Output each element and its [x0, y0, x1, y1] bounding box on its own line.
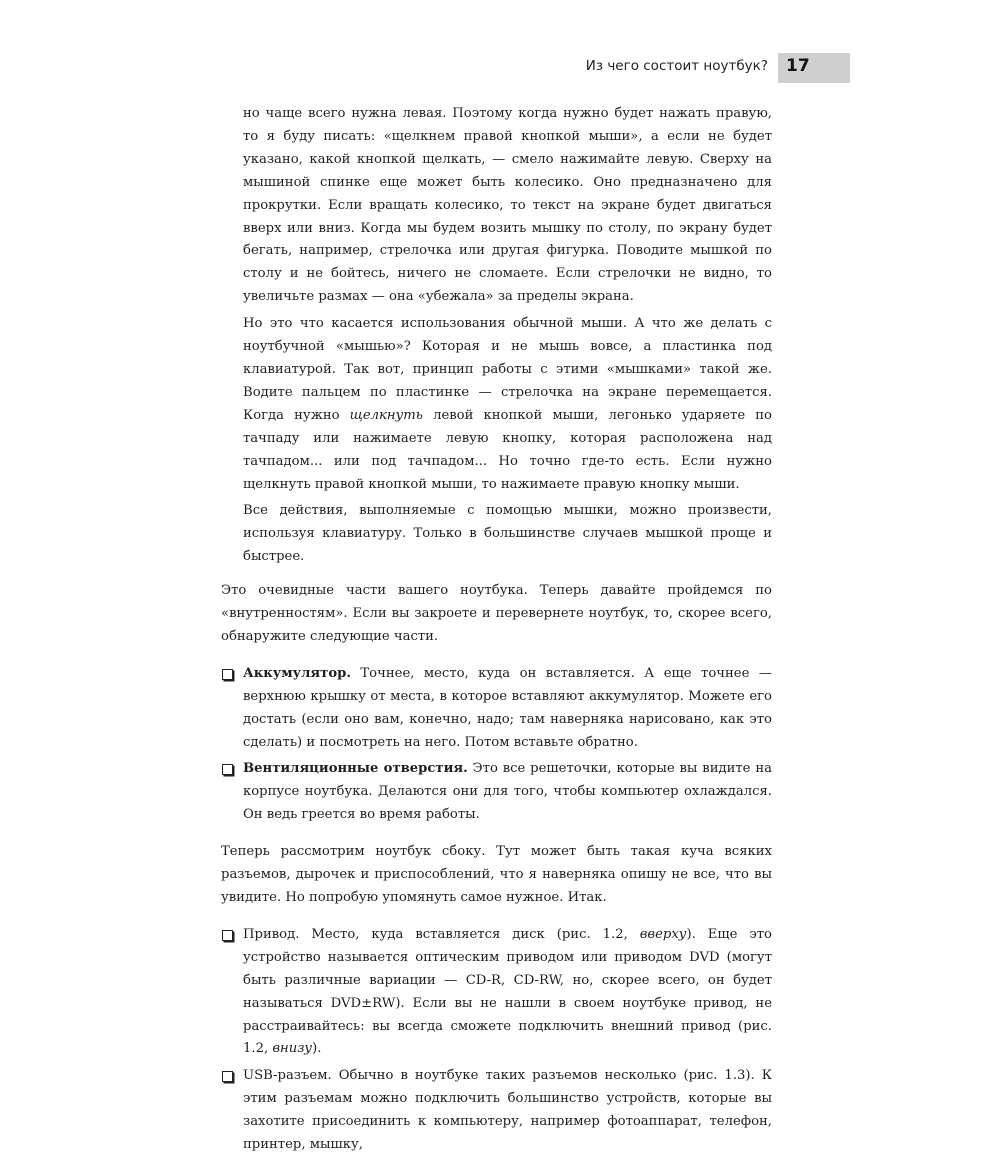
emphasis-text: внизу [272, 1041, 313, 1057]
indented-paragraph-mouse-buttons [221, 103, 772, 309]
list-item-drive [221, 924, 772, 1061]
paragraph-text: Все действия, выполняемые с помощью мышки, можно произвести, используя клавиатуру. Только в большинстве случаев мышкой проще и быстрее. [243, 503, 772, 565]
indented-paragraph-keyboard [221, 500, 772, 569]
list-item-battery [221, 663, 772, 755]
checkbox-bullet-icon [222, 930, 233, 941]
list-item-vents [221, 758, 772, 827]
paragraph-text: Но это что касается использования обычной мыши. А что же делать с ноутбучной «мышью»? Которая и не мышь вовсе, а пластинка под клавиатурой. Так вот, принцип работы с этими «мышками» такой же. Водите пальцем по пластинке — стрелочка на экране перемещается. Когда нужно [243, 316, 772, 423]
page-body [221, 103, 772, 1157]
checkbox-bullet-icon [222, 669, 233, 680]
list-item-term: Вентиляционные отверстия. [243, 761, 468, 777]
body-paragraph-side-view [221, 841, 772, 910]
list-item-term: Аккумулятор. [243, 665, 351, 681]
list-item-text: Точнее, место, куда он вставляется. А еще точнее — верхнюю крышку от места, в которое вставляют аккумулятор. Можете его достать (если оно вам, конечно, надо; там наверняка нарисовано, как это сделать) и посмотреть на него. Потом вставьте обратно. [243, 665, 772, 750]
list-item-text: ). [312, 1041, 322, 1057]
checkbox-bullet-icon [222, 764, 233, 775]
emphasis-text: щелкнуть [349, 407, 423, 423]
bottom-parts-list [221, 663, 772, 827]
list-item-usb [221, 1065, 772, 1157]
running-header [0, 53, 850, 83]
paragraph-text: левой кнопкой мыши, легонько ударяете по тачпаду или нажимаете левую кнопку, которая расположена над тачпадом... или под тачпадом... Но точно где-то есть. Если нужно щелкнуть правой кнопкой мыши, то нажимаете правую кнопку мыши. [243, 407, 772, 492]
list-item-text: USB-разъем. Обычно в ноутбуке таких разъемов несколько (рис. 1.3). К этим разъемам можно подключить большинство устройств, которые вы захотите присоединить к компьютеру, например фотоаппарат, телефон, принтер, мышку, [243, 1068, 772, 1153]
indented-paragraph-touchpad [221, 313, 772, 496]
checkbox-bullet-icon [222, 1071, 233, 1082]
body-paragraph-internals [221, 580, 772, 649]
paragraph-text: но чаще всего нужна левая. Поэтому когда нужно будет нажать правую, то я буду писать: «щелкнем правой кнопкой мыши», а если не будет указано, какой кнопкой щелкать, — смело нажимайте левую. Сверху на мышиной спинке еще может быть колесико. Оно предназначено для прокрутки. Если вращать колесико, то текст на экране будет двигаться вверх или вниз. Когда мы будем возить мышку по столу, по экрану будет бегать, например, стрелочка или другая фигурка. Поводите мышкой по столу и не бойтесь, ничего не сломаете. Если стрелочки не видно, то увеличьте размах — она «убежала» за пределы экрана. [243, 106, 772, 305]
page-number-box [778, 53, 850, 83]
page-number: 17 [786, 56, 810, 76]
paragraph-text: Это очевидные части вашего ноутбука. Теперь давайте пройдемся по «внутренностям». Если вы закроете и перевернете ноутбук, то, скорее всего, обнаружите следующие части. [221, 583, 772, 644]
list-item-text: Привод. Место, куда вставляется диск (рис. 1.2, [243, 926, 640, 942]
emphasis-text: вверху [639, 926, 687, 942]
paragraph-text: Теперь рассмотрим ноутбук сбоку. Тут может быть такая куча всяких разъемов, дырочек и приспособлений, что я наверняка опишу не все, что вы увидите. Но попробую упомянуть самое нужное. Итак. [221, 844, 772, 905]
chapter-title: Из чего состоит ноутбук? [585, 58, 768, 74]
list-item-text: ). Еще это устройство называется оптическим приводом или приводом DVD (могут быть различные вариации — CD-R, CD-RW, но, скорее всего, он будет называться DVD±RW). Если вы не нашли в своем ноутбуке привод, не расстраивайтесь: вы всегда сможете подключить внешний привод (рис. 1.2, [243, 926, 772, 1057]
side-parts-list [221, 924, 772, 1157]
list-item-text: Это все решеточки, которые вы видите на корпусе ноутбука. Делаются они для того, чтобы компьютер охлаждался. Он ведь греется во время работы. [243, 761, 772, 823]
